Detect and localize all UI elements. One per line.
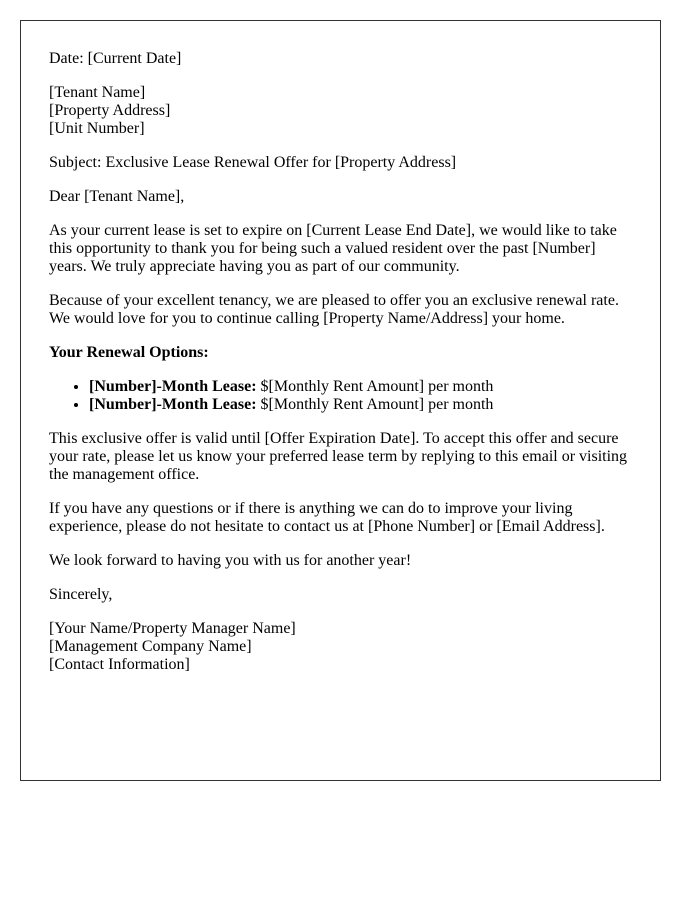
validity-paragraph: This exclusive offer is valid until [Offer Expiration Date]. To accept this offer and secure your rate, please let us know your preferred lease term by replying to this email or visiting the management office.	[49, 430, 628, 483]
option-price: $[Monthly Rent Amount] per month	[256, 378, 494, 395]
signoff: Sincerely,	[49, 586, 113, 603]
subject-line: Subject: Exclusive Lease Renewal Offer for [Property Address]	[49, 154, 457, 171]
options-heading-text: Your Renewal Options:	[49, 344, 209, 361]
signature-block	[49, 620, 632, 674]
recipient-block	[49, 84, 632, 138]
options-heading	[49, 344, 632, 362]
letter	[20, 20, 661, 781]
property-address: [Property Address]	[49, 102, 171, 119]
salutation: Dear [Tenant Name],	[49, 188, 185, 205]
option-term: [Number]-Month Lease:	[89, 396, 257, 413]
date-line: Date: [Current Date]	[49, 50, 182, 67]
tenant-name: [Tenant Name]	[49, 84, 146, 101]
company-name: [Management Company Name]	[49, 638, 252, 655]
sender-name: [Your Name/Property Manager Name]	[49, 620, 296, 637]
option-price: $[Monthly Rent Amount] per month	[256, 396, 494, 413]
renewal-options-list	[49, 378, 632, 414]
contact-info: [Contact Information]	[49, 656, 190, 673]
option-term: [Number]-Month Lease:	[89, 378, 257, 395]
contact-paragraph: If you have any questions or if there is anything we can do to improve your living experience, please do not hesitate to contact us at [Phone Number] or [Email Address].	[49, 500, 605, 535]
unit-number: [Unit Number]	[49, 120, 145, 137]
renewal-option	[89, 378, 632, 396]
closing-line: We look forward to having you with us for another year!	[49, 552, 412, 569]
offer-paragraph: Because of your excellent tenancy, we are pleased to offer you an exclusive renewal rate. We would love for you to continue calling [Property Name/Address] your home.	[49, 292, 619, 327]
intro-paragraph: As your current lease is set to expire on [Current Lease End Date], we would like to take this opportunity to thank you for being such a valued resident over the past [Number] years. We truly appreciate having you as part of our community.	[49, 222, 617, 275]
renewal-option	[89, 396, 632, 414]
